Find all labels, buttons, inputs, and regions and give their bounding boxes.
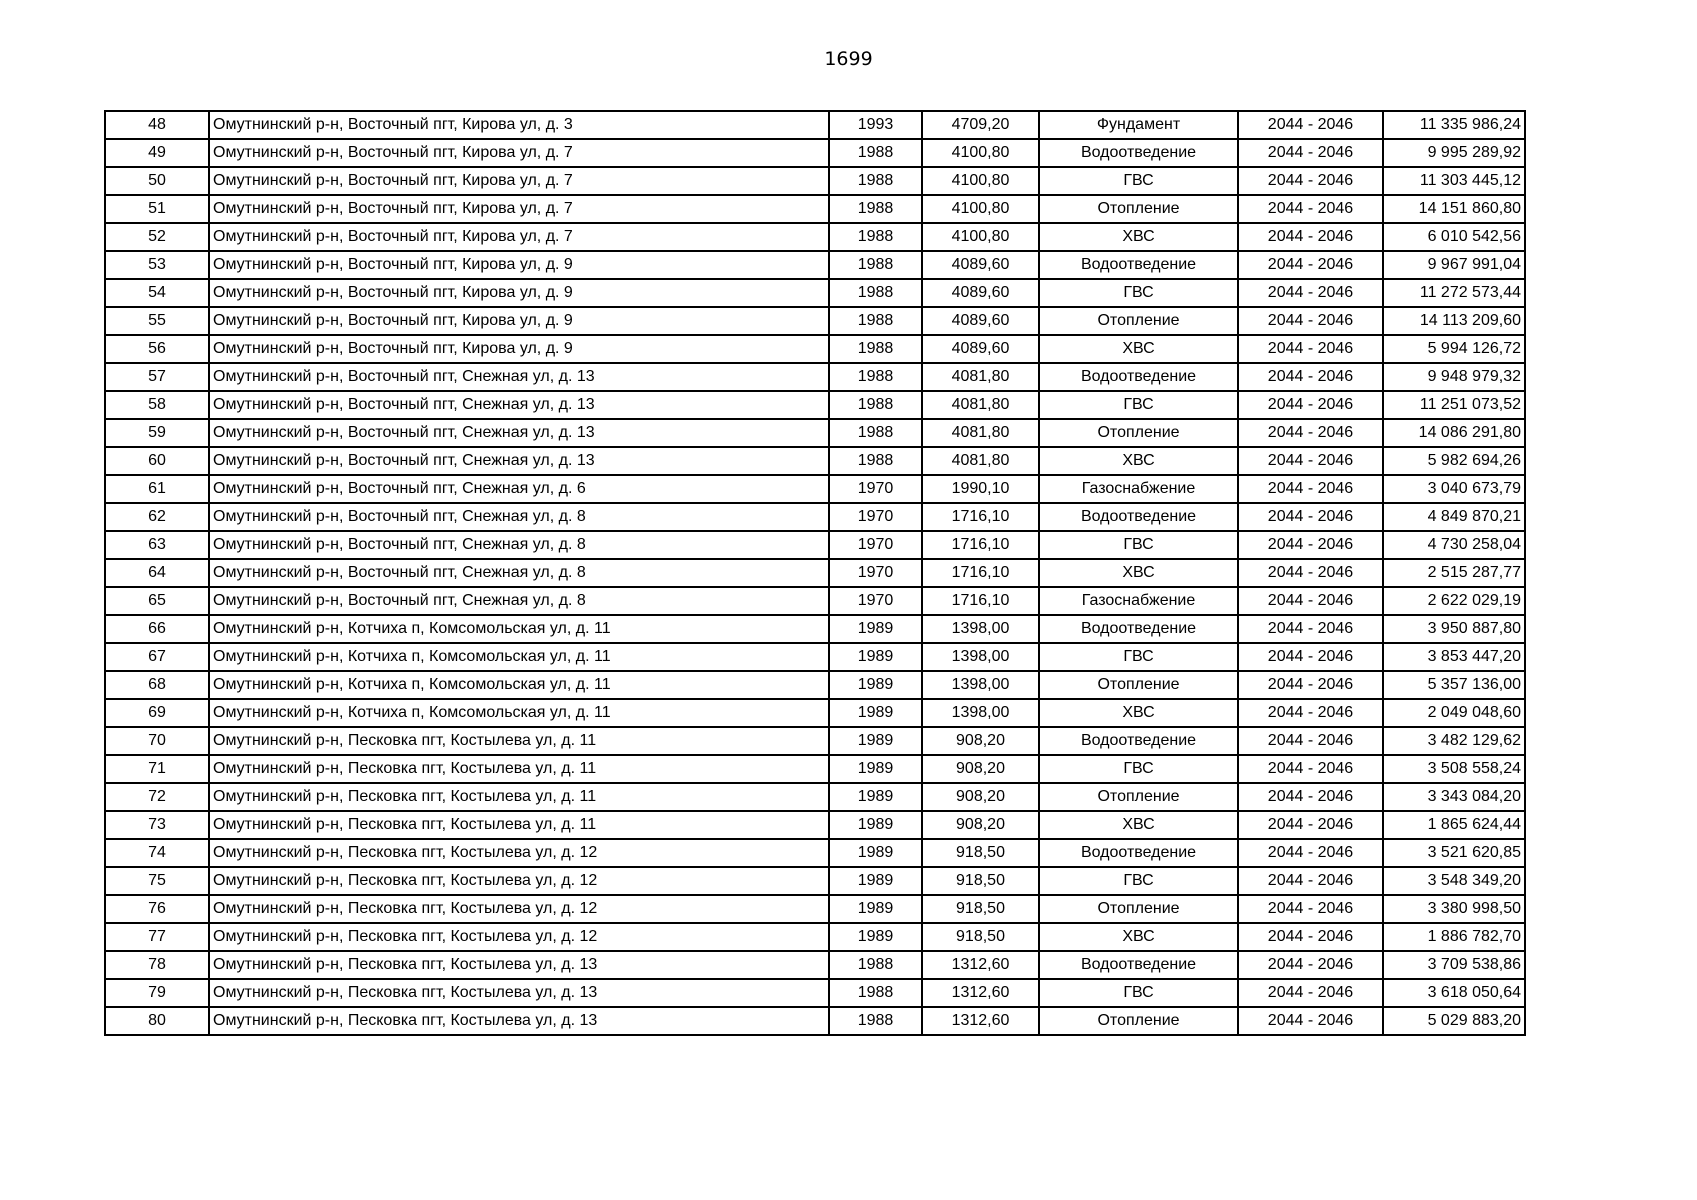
row-number-cell: 55 (105, 307, 209, 335)
period-cell: 2044 - 2046 (1238, 979, 1383, 1007)
period-cell: 2044 - 2046 (1238, 783, 1383, 811)
area-cell: 1398,00 (922, 699, 1039, 727)
cost-cell: 5 029 883,20 (1383, 1007, 1525, 1035)
table-row (105, 643, 1525, 671)
work-type-cell: ГВС (1039, 391, 1238, 419)
cost-cell: 3 709 538,86 (1383, 951, 1525, 979)
address-cell: Омутнинский р-н, Восточный пгт, Кирова ул, д. 7 (209, 195, 829, 223)
work-type-cell: ХВС (1039, 223, 1238, 251)
cost-cell: 3 618 050,64 (1383, 979, 1525, 1007)
row-number-cell: 61 (105, 475, 209, 503)
address-cell: Омутнинский р-н, Восточный пгт, Снежная ул, д. 8 (209, 531, 829, 559)
period-cell: 2044 - 2046 (1238, 727, 1383, 755)
work-type-cell: ГВС (1039, 167, 1238, 195)
table-row (105, 615, 1525, 643)
table-row (105, 1007, 1525, 1035)
row-number-cell: 63 (105, 531, 209, 559)
period-cell: 2044 - 2046 (1238, 475, 1383, 503)
table-row (105, 475, 1525, 503)
work-type-cell: Водоотведение (1039, 839, 1238, 867)
cost-cell: 3 853 447,20 (1383, 643, 1525, 671)
period-cell: 2044 - 2046 (1238, 447, 1383, 475)
cost-cell: 14 151 860,80 (1383, 195, 1525, 223)
address-cell: Омутнинский р-н, Песковка пгт, Костылева ул, д. 13 (209, 951, 829, 979)
year-cell: 1989 (829, 867, 922, 895)
work-type-cell: ГВС (1039, 643, 1238, 671)
address-cell: Омутнинский р-н, Восточный пгт, Снежная ул, д. 13 (209, 419, 829, 447)
table-row (105, 867, 1525, 895)
row-number-cell: 54 (105, 279, 209, 307)
area-cell: 4100,80 (922, 167, 1039, 195)
year-cell: 1989 (829, 811, 922, 839)
cost-cell: 4 849 870,21 (1383, 503, 1525, 531)
period-cell: 2044 - 2046 (1238, 895, 1383, 923)
address-cell: Омутнинский р-н, Песковка пгт, Костылева ул, д. 12 (209, 895, 829, 923)
table-row (105, 307, 1525, 335)
table-row (105, 979, 1525, 1007)
period-cell: 2044 - 2046 (1238, 335, 1383, 363)
row-number-cell: 52 (105, 223, 209, 251)
row-number-cell: 53 (105, 251, 209, 279)
row-number-cell: 69 (105, 699, 209, 727)
address-cell: Омутнинский р-н, Восточный пгт, Кирова ул, д. 9 (209, 335, 829, 363)
year-cell: 1988 (829, 363, 922, 391)
area-cell: 1312,60 (922, 1007, 1039, 1035)
address-cell: Омутнинский р-н, Котчиха п, Комсомольская ул, д. 11 (209, 615, 829, 643)
address-cell: Омутнинский р-н, Восточный пгт, Кирова ул, д. 9 (209, 251, 829, 279)
table-body (105, 111, 1525, 1035)
year-cell: 1970 (829, 559, 922, 587)
year-cell: 1988 (829, 419, 922, 447)
area-cell: 918,50 (922, 923, 1039, 951)
cost-cell: 11 303 445,12 (1383, 167, 1525, 195)
work-type-cell: Водоотведение (1039, 503, 1238, 531)
cost-cell: 2 622 029,19 (1383, 587, 1525, 615)
year-cell: 1988 (829, 447, 922, 475)
work-type-cell: Водоотведение (1039, 251, 1238, 279)
address-cell: Омутнинский р-н, Восточный пгт, Снежная ул, д. 8 (209, 503, 829, 531)
work-type-cell: ХВС (1039, 811, 1238, 839)
address-cell: Омутнинский р-н, Восточный пгт, Снежная ул, д. 8 (209, 559, 829, 587)
cost-cell: 9 995 289,92 (1383, 139, 1525, 167)
work-type-cell: ГВС (1039, 979, 1238, 1007)
table-row (105, 391, 1525, 419)
address-cell: Омутнинский р-н, Восточный пгт, Кирова ул, д. 9 (209, 307, 829, 335)
work-type-cell: Отопление (1039, 195, 1238, 223)
cost-cell: 3 343 084,20 (1383, 783, 1525, 811)
area-cell: 4081,80 (922, 419, 1039, 447)
year-cell: 1988 (829, 951, 922, 979)
period-cell: 2044 - 2046 (1238, 755, 1383, 783)
area-cell: 4081,80 (922, 391, 1039, 419)
cost-cell: 3 548 349,20 (1383, 867, 1525, 895)
row-number-cell: 68 (105, 671, 209, 699)
cost-cell: 3 950 887,80 (1383, 615, 1525, 643)
year-cell: 1988 (829, 195, 922, 223)
address-cell: Омутнинский р-н, Песковка пгт, Костылева ул, д. 11 (209, 755, 829, 783)
period-cell: 2044 - 2046 (1238, 139, 1383, 167)
cost-cell: 14 113 209,60 (1383, 307, 1525, 335)
row-number-cell: 70 (105, 727, 209, 755)
area-cell: 4089,60 (922, 279, 1039, 307)
work-type-cell: Водоотведение (1039, 951, 1238, 979)
address-cell: Омутнинский р-н, Восточный пгт, Снежная ул, д. 8 (209, 587, 829, 615)
work-type-cell: ХВС (1039, 559, 1238, 587)
address-cell: Омутнинский р-н, Котчиха п, Комсомольская ул, д. 11 (209, 671, 829, 699)
year-cell: 1988 (829, 307, 922, 335)
period-cell: 2044 - 2046 (1238, 391, 1383, 419)
area-cell: 908,20 (922, 755, 1039, 783)
address-cell: Омутнинский р-н, Восточный пгт, Снежная ул, д. 13 (209, 391, 829, 419)
table-row (105, 195, 1525, 223)
table-row (105, 671, 1525, 699)
period-cell: 2044 - 2046 (1238, 811, 1383, 839)
address-cell: Омутнинский р-н, Песковка пгт, Костылева ул, д. 11 (209, 783, 829, 811)
work-type-cell: Отопление (1039, 1007, 1238, 1035)
year-cell: 1988 (829, 1007, 922, 1035)
work-type-cell: ГВС (1039, 279, 1238, 307)
page-number: 1699 (824, 48, 873, 70)
period-cell: 2044 - 2046 (1238, 167, 1383, 195)
year-cell: 1988 (829, 279, 922, 307)
period-cell: 2044 - 2046 (1238, 195, 1383, 223)
area-cell: 1716,10 (922, 559, 1039, 587)
row-number-cell: 76 (105, 895, 209, 923)
row-number-cell: 74 (105, 839, 209, 867)
area-cell: 1398,00 (922, 615, 1039, 643)
cost-cell: 2 515 287,77 (1383, 559, 1525, 587)
table-row (105, 223, 1525, 251)
year-cell: 1989 (829, 755, 922, 783)
table-row (105, 531, 1525, 559)
work-type-cell: Газоснабжение (1039, 475, 1238, 503)
year-cell: 1989 (829, 923, 922, 951)
row-number-cell: 49 (105, 139, 209, 167)
year-cell: 1989 (829, 783, 922, 811)
period-cell: 2044 - 2046 (1238, 307, 1383, 335)
period-cell: 2044 - 2046 (1238, 1007, 1383, 1035)
area-cell: 908,20 (922, 727, 1039, 755)
address-cell: Омутнинский р-н, Песковка пгт, Костылева ул, д. 13 (209, 1007, 829, 1035)
row-number-cell: 56 (105, 335, 209, 363)
work-type-cell: Фундамент (1039, 111, 1238, 139)
period-cell: 2044 - 2046 (1238, 279, 1383, 307)
period-cell: 2044 - 2046 (1238, 615, 1383, 643)
address-cell: Омутнинский р-н, Котчиха п, Комсомольская ул, д. 11 (209, 643, 829, 671)
address-cell: Омутнинский р-н, Котчиха п, Комсомольская ул, д. 11 (209, 699, 829, 727)
cost-cell: 5 357 136,00 (1383, 671, 1525, 699)
year-cell: 1993 (829, 111, 922, 139)
year-cell: 1988 (829, 335, 922, 363)
table-row (105, 895, 1525, 923)
area-cell: 908,20 (922, 811, 1039, 839)
period-cell: 2044 - 2046 (1238, 923, 1383, 951)
work-type-cell: ХВС (1039, 335, 1238, 363)
cost-cell: 11 335 986,24 (1383, 111, 1525, 139)
repair-schedule-table (104, 110, 1526, 1036)
area-cell: 4081,80 (922, 447, 1039, 475)
year-cell: 1970 (829, 503, 922, 531)
cost-cell: 9 948 979,32 (1383, 363, 1525, 391)
period-cell: 2044 - 2046 (1238, 559, 1383, 587)
row-number-cell: 80 (105, 1007, 209, 1035)
address-cell: Омутнинский р-н, Восточный пгт, Кирова ул, д. 7 (209, 223, 829, 251)
area-cell: 4089,60 (922, 251, 1039, 279)
year-cell: 1988 (829, 391, 922, 419)
area-cell: 4100,80 (922, 195, 1039, 223)
area-cell: 4709,20 (922, 111, 1039, 139)
area-cell: 918,50 (922, 895, 1039, 923)
period-cell: 2044 - 2046 (1238, 111, 1383, 139)
area-cell: 1716,10 (922, 587, 1039, 615)
cost-cell: 3 380 998,50 (1383, 895, 1525, 923)
year-cell: 1988 (829, 251, 922, 279)
address-cell: Омутнинский р-н, Песковка пгт, Костылева ул, д. 12 (209, 867, 829, 895)
cost-cell: 3 521 620,85 (1383, 839, 1525, 867)
period-cell: 2044 - 2046 (1238, 419, 1383, 447)
address-cell: Омутнинский р-н, Песковка пгт, Костылева ул, д. 13 (209, 979, 829, 1007)
area-cell: 4081,80 (922, 363, 1039, 391)
work-type-cell: Отопление (1039, 307, 1238, 335)
row-number-cell: 60 (105, 447, 209, 475)
period-cell: 2044 - 2046 (1238, 643, 1383, 671)
cost-cell: 9 967 991,04 (1383, 251, 1525, 279)
area-cell: 1398,00 (922, 671, 1039, 699)
table-row (105, 167, 1525, 195)
table-row (105, 419, 1525, 447)
period-cell: 2044 - 2046 (1238, 363, 1383, 391)
address-cell: Омутнинский р-н, Песковка пгт, Костылева ул, д. 12 (209, 923, 829, 951)
table-row (105, 251, 1525, 279)
year-cell: 1989 (829, 615, 922, 643)
table-row (105, 951, 1525, 979)
cost-cell: 1 886 782,70 (1383, 923, 1525, 951)
table-row (105, 111, 1525, 139)
cost-cell: 1 865 624,44 (1383, 811, 1525, 839)
row-number-cell: 77 (105, 923, 209, 951)
address-cell: Омутнинский р-н, Восточный пгт, Кирова ул, д. 3 (209, 111, 829, 139)
work-type-cell: Водоотведение (1039, 615, 1238, 643)
period-cell: 2044 - 2046 (1238, 251, 1383, 279)
row-number-cell: 78 (105, 951, 209, 979)
row-number-cell: 62 (105, 503, 209, 531)
table-row (105, 727, 1525, 755)
table-row (105, 783, 1525, 811)
table-row (105, 923, 1525, 951)
cost-cell: 2 049 048,60 (1383, 699, 1525, 727)
work-type-cell: Отопление (1039, 895, 1238, 923)
row-number-cell: 59 (105, 419, 209, 447)
table-row (105, 811, 1525, 839)
row-number-cell: 73 (105, 811, 209, 839)
cost-cell: 5 982 694,26 (1383, 447, 1525, 475)
row-number-cell: 48 (105, 111, 209, 139)
area-cell: 1312,60 (922, 951, 1039, 979)
address-cell: Омутнинский р-н, Песковка пгт, Костылева ул, д. 11 (209, 727, 829, 755)
year-cell: 1989 (829, 895, 922, 923)
work-type-cell: Водоотведение (1039, 139, 1238, 167)
year-cell: 1989 (829, 839, 922, 867)
row-number-cell: 67 (105, 643, 209, 671)
work-type-cell: ГВС (1039, 531, 1238, 559)
address-cell: Омутнинский р-н, Восточный пгт, Кирова ул, д. 9 (209, 279, 829, 307)
period-cell: 2044 - 2046 (1238, 867, 1383, 895)
row-number-cell: 66 (105, 615, 209, 643)
table-row (105, 587, 1525, 615)
area-cell: 4100,80 (922, 139, 1039, 167)
period-cell: 2044 - 2046 (1238, 671, 1383, 699)
work-type-cell: Водоотведение (1039, 727, 1238, 755)
address-cell: Омутнинский р-н, Восточный пгт, Кирова ул, д. 7 (209, 139, 829, 167)
area-cell: 918,50 (922, 839, 1039, 867)
cost-cell: 6 010 542,56 (1383, 223, 1525, 251)
row-number-cell: 64 (105, 559, 209, 587)
year-cell: 1970 (829, 531, 922, 559)
row-number-cell: 79 (105, 979, 209, 1007)
period-cell: 2044 - 2046 (1238, 839, 1383, 867)
address-cell: Омутнинский р-н, Восточный пгт, Кирова ул, д. 7 (209, 167, 829, 195)
work-type-cell: ХВС (1039, 699, 1238, 727)
table-row (105, 699, 1525, 727)
area-cell: 1990,10 (922, 475, 1039, 503)
cost-cell: 11 251 073,52 (1383, 391, 1525, 419)
year-cell: 1989 (829, 671, 922, 699)
address-cell: Омутнинский р-н, Восточный пгт, Снежная ул, д. 6 (209, 475, 829, 503)
area-cell: 4100,80 (922, 223, 1039, 251)
row-number-cell: 71 (105, 755, 209, 783)
area-cell: 1312,60 (922, 979, 1039, 1007)
work-type-cell: Газоснабжение (1039, 587, 1238, 615)
cost-cell: 3 040 673,79 (1383, 475, 1525, 503)
row-number-cell: 72 (105, 783, 209, 811)
cost-cell: 11 272 573,44 (1383, 279, 1525, 307)
work-type-cell: Отопление (1039, 671, 1238, 699)
year-cell: 1970 (829, 475, 922, 503)
period-cell: 2044 - 2046 (1238, 531, 1383, 559)
address-cell: Омутнинский р-н, Восточный пгт, Снежная ул, д. 13 (209, 447, 829, 475)
table-row (105, 503, 1525, 531)
period-cell: 2044 - 2046 (1238, 223, 1383, 251)
cost-cell: 3 508 558,24 (1383, 755, 1525, 783)
cost-cell: 3 482 129,62 (1383, 727, 1525, 755)
table-row (105, 335, 1525, 363)
work-type-cell: ГВС (1039, 867, 1238, 895)
year-cell: 1988 (829, 223, 922, 251)
table-row (105, 559, 1525, 587)
row-number-cell: 75 (105, 867, 209, 895)
row-number-cell: 65 (105, 587, 209, 615)
year-cell: 1989 (829, 699, 922, 727)
area-cell: 4089,60 (922, 335, 1039, 363)
row-number-cell: 50 (105, 167, 209, 195)
period-cell: 2044 - 2046 (1238, 503, 1383, 531)
year-cell: 1989 (829, 727, 922, 755)
table-row (105, 839, 1525, 867)
period-cell: 2044 - 2046 (1238, 699, 1383, 727)
work-type-cell: Водоотведение (1039, 363, 1238, 391)
table-row (105, 755, 1525, 783)
area-cell: 1716,10 (922, 531, 1039, 559)
area-cell: 1398,00 (922, 643, 1039, 671)
work-type-cell: ГВС (1039, 755, 1238, 783)
table-row (105, 363, 1525, 391)
period-cell: 2044 - 2046 (1238, 587, 1383, 615)
year-cell: 1970 (829, 587, 922, 615)
work-type-cell: ХВС (1039, 447, 1238, 475)
year-cell: 1988 (829, 167, 922, 195)
row-number-cell: 58 (105, 391, 209, 419)
cost-cell: 5 994 126,72 (1383, 335, 1525, 363)
address-cell: Омутнинский р-н, Песковка пгт, Костылева ул, д. 12 (209, 839, 829, 867)
year-cell: 1988 (829, 979, 922, 1007)
table-row (105, 447, 1525, 475)
year-cell: 1988 (829, 139, 922, 167)
cost-cell: 4 730 258,04 (1383, 531, 1525, 559)
table-row (105, 139, 1525, 167)
area-cell: 918,50 (922, 867, 1039, 895)
table-row (105, 279, 1525, 307)
area-cell: 1716,10 (922, 503, 1039, 531)
period-cell: 2044 - 2046 (1238, 951, 1383, 979)
address-cell: Омутнинский р-н, Восточный пгт, Снежная ул, д. 13 (209, 363, 829, 391)
cost-cell: 14 086 291,80 (1383, 419, 1525, 447)
work-type-cell: Отопление (1039, 783, 1238, 811)
area-cell: 4089,60 (922, 307, 1039, 335)
address-cell: Омутнинский р-н, Песковка пгт, Костылева ул, д. 11 (209, 811, 829, 839)
work-type-cell: ХВС (1039, 923, 1238, 951)
row-number-cell: 57 (105, 363, 209, 391)
work-type-cell: Отопление (1039, 419, 1238, 447)
row-number-cell: 51 (105, 195, 209, 223)
year-cell: 1989 (829, 643, 922, 671)
area-cell: 908,20 (922, 783, 1039, 811)
